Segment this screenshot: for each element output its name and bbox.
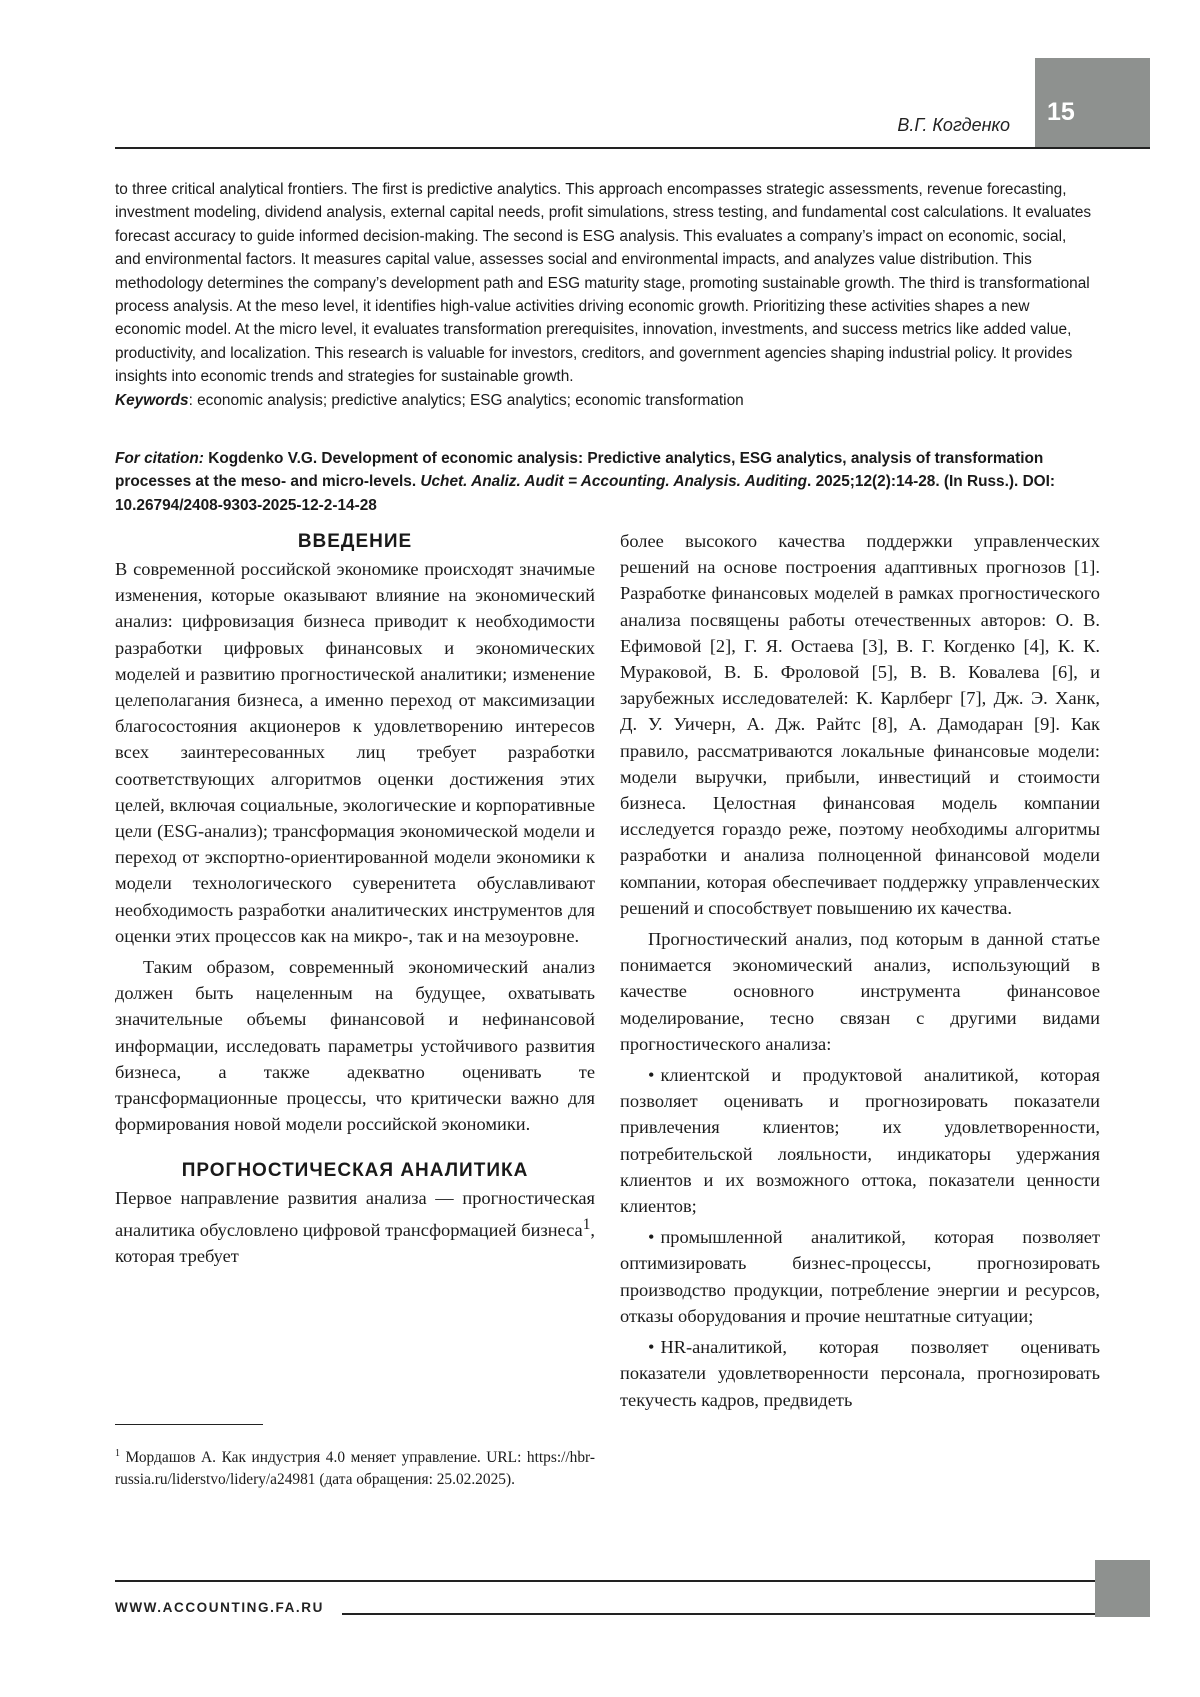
right-column (620, 528, 1100, 1413)
citation-block (115, 447, 1095, 517)
footnote-rule (115, 1424, 263, 1425)
predictive-paragraph-1-start: Первое направление развития анализа — прогностическая аналитика обусловлено цифровой трансформацией бизнеса (115, 1188, 595, 1240)
left-column (115, 528, 595, 1269)
footer-rule-top (115, 1580, 1095, 1582)
bullet-text: HR-аналитикой, которая позволяет оценивать показатели удовлетворенности персонала, прогнозировать текучесть кадров, предвидеть (620, 1337, 1100, 1410)
predictive-paragraph-1 (115, 1185, 595, 1269)
footnote-number: 1 (115, 1448, 120, 1459)
intro-heading: ВВЕДЕНИЕ (297, 531, 413, 552)
footer-rule-bottom (342, 1613, 1095, 1615)
footer-url[interactable]: WWW.ACCOUNTING.FA.RU (115, 1600, 324, 1615)
citation-journal: Uchet. Analiz. Audit = Accounting. Analysis. Auditing (420, 473, 808, 491)
footnote (115, 1443, 595, 1491)
bullet-item-client-analytics (620, 1062, 1100, 1219)
citation-label: For citation: (115, 450, 204, 467)
page-number-box (1035, 58, 1150, 148)
footer-box (1095, 1560, 1150, 1617)
predictive-heading: ПРОГНОСТИЧЕСКАЯ АНАЛИТИКА (181, 1160, 529, 1182)
keywords-line (115, 389, 1095, 412)
right-paragraph-1: более высокого качества поддержки управленческих решений на основе построения адаптивных прогнозов [1]. Разработке финансовых моделей в рамках прогностического анализа посвящены работы отечественных авторов: О. В. Ефимовой [2], Г. Я. Остаева [3], В. Г. Когденко [4], К. К. Мураковой, В. Б. Фроловой [5], В. В. Ковалева [6], и зарубежных исследователей: К. Карлберг [7], Дж. Э. Ханк, Д. У. Уичерн, А. Дж. Райтс [8], А. Дамодаран [9]. Как правило, рассматриваются локальные финансовые модели: модели выручки, прибыли, инвестиций и стоимости бизнеса. Целостная финансовая модель компании исследуется гораздо реже, поэтому необходимы алгоритмы разработки и анализа полноценной финансовой модели компании, которая обеспечивает поддержку управленческих решений и способствует повышению их качества. (620, 531, 1100, 918)
citation-text-1: Kogdenko V.G. Development of economic analysis: Predictive analytics, ESG analytics, analysis of transformation processes at the meso- and micro-levels. (115, 450, 1044, 491)
predictive-paragraph-1-end: , которая требует (115, 1219, 595, 1266)
running-header-author: В.Г. Когденко (897, 115, 1010, 135)
bullet-icon: • (648, 1227, 655, 1248)
bullet-item-industrial-analytics (620, 1224, 1100, 1329)
intro-paragraph-1: В современной российской экономике происходят значимые изменения, которые оказывают влияние на экономический анализ: цифровизация бизнеса приводит к необходимости разработки цифровых финансовых и экономических моделей и развитию прогностической аналитики; изменение целеполагания бизнеса, а именно переход от максимизации благосостояния акционеров к удовлетворению интересов всех заинтересованных лиц требует разработки соответствующих алгоритмов оценки достижения этих целей, включая социальные, экологические и корпоративные цели (ESG-анализ); трансформация экономической модели и переход от экспортно-ориентированной модели экономики к модели технологического суверенитета обуславливают необходимость разработки аналитических инструментов для оценки этих процессов как на микро-, так и на мезоуровне. (115, 559, 595, 946)
bullet-item-hr-analytics (620, 1334, 1100, 1413)
right-paragraph-2: Прогностический анализ, под которым в данной статье понимается экономический анализ, использующий в качестве основного инструмента финансовое моделирование, тесно связан с другими видами прогностического анализа: (620, 929, 1100, 1054)
page-number: 15 (1047, 98, 1075, 126)
citation-text-2: . 2025;12(2):14-28. (In Russ.). DOI: 10.26794/2408-9303-2025-12-2-14-28 (115, 473, 1056, 514)
intro-paragraph-2: Таким образом, современный экономический анализ должен быть нацеленным на будущее, охватывать значительные объемы финансовой и нефинансовой информации, исследовать параметры устойчивого развития бизнеса, а также адекватно оценивать те трансформационные процессы, что критически важно для формирования новой модели российской экономики. (115, 957, 595, 1135)
footnote-ref[interactable]: 1 (582, 1215, 591, 1233)
footnote-text: Мордашов А. Как индустрия 4.0 меняет управление. URL: https://hbr-russia.ru/liderstvo/lidery/a24981 (дата обращения: 25.02.2025). (115, 1449, 595, 1489)
bullet-icon: • (648, 1065, 655, 1086)
keywords-text: : economic analysis; predictive analytics; ESG analytics; economic transformation (188, 391, 744, 409)
bullet-text: клиентской и продуктовой аналитикой, которая позволяет оценивать и прогнозировать показатели привлечения клиентов; их удовлетворенности, потребительской лояльности, индикаторы удержания клиентов и их возможного оттока, показатели ценности клиентов; (620, 1065, 1100, 1217)
abstract-block (115, 178, 1095, 412)
keywords-label: Keywords (115, 391, 189, 409)
bullet-icon: • (648, 1337, 655, 1358)
abstract-text: to three critical analytical frontiers. The first is predictive analytics. This approach encompasses strategic assessments, revenue forecasting, investment modeling, dividend analysis, external capital needs, profit simulations, stress testing, and fundamental cost calculations. It evaluates forecast accuracy to guide informed decision-making. The second is ESG analysis. This evaluates a company’s impact on economic, social, and environmental factors. It measures capital value, assesses social and environmental impacts, and analyzes value distribution. This methodology determines the company’s development path and ESG maturity stage, promoting sustainable growth. The third is transformational process analysis. At the meso level, it identifies high-value activities driving economic growth. Prioritizing these activities shapes a new economic model. At the micro level, it evaluates transformation prerequisites, innovation, investments, and success metrics like added value, productivity, and localization. This research is valuable for investors, creditors, and government agencies shaping industrial policy. It provides insights into economic trends and strategies for sustainable growth. (115, 181, 1092, 386)
header-rule (115, 147, 1150, 149)
bullet-text: промышленной аналитикой, которая позволяет оптимизировать бизнес-процессы, прогнозировать производство продукции, потребление энергии и ресурсов, отказы оборудования и прочие нештатные ситуации; (620, 1227, 1100, 1326)
